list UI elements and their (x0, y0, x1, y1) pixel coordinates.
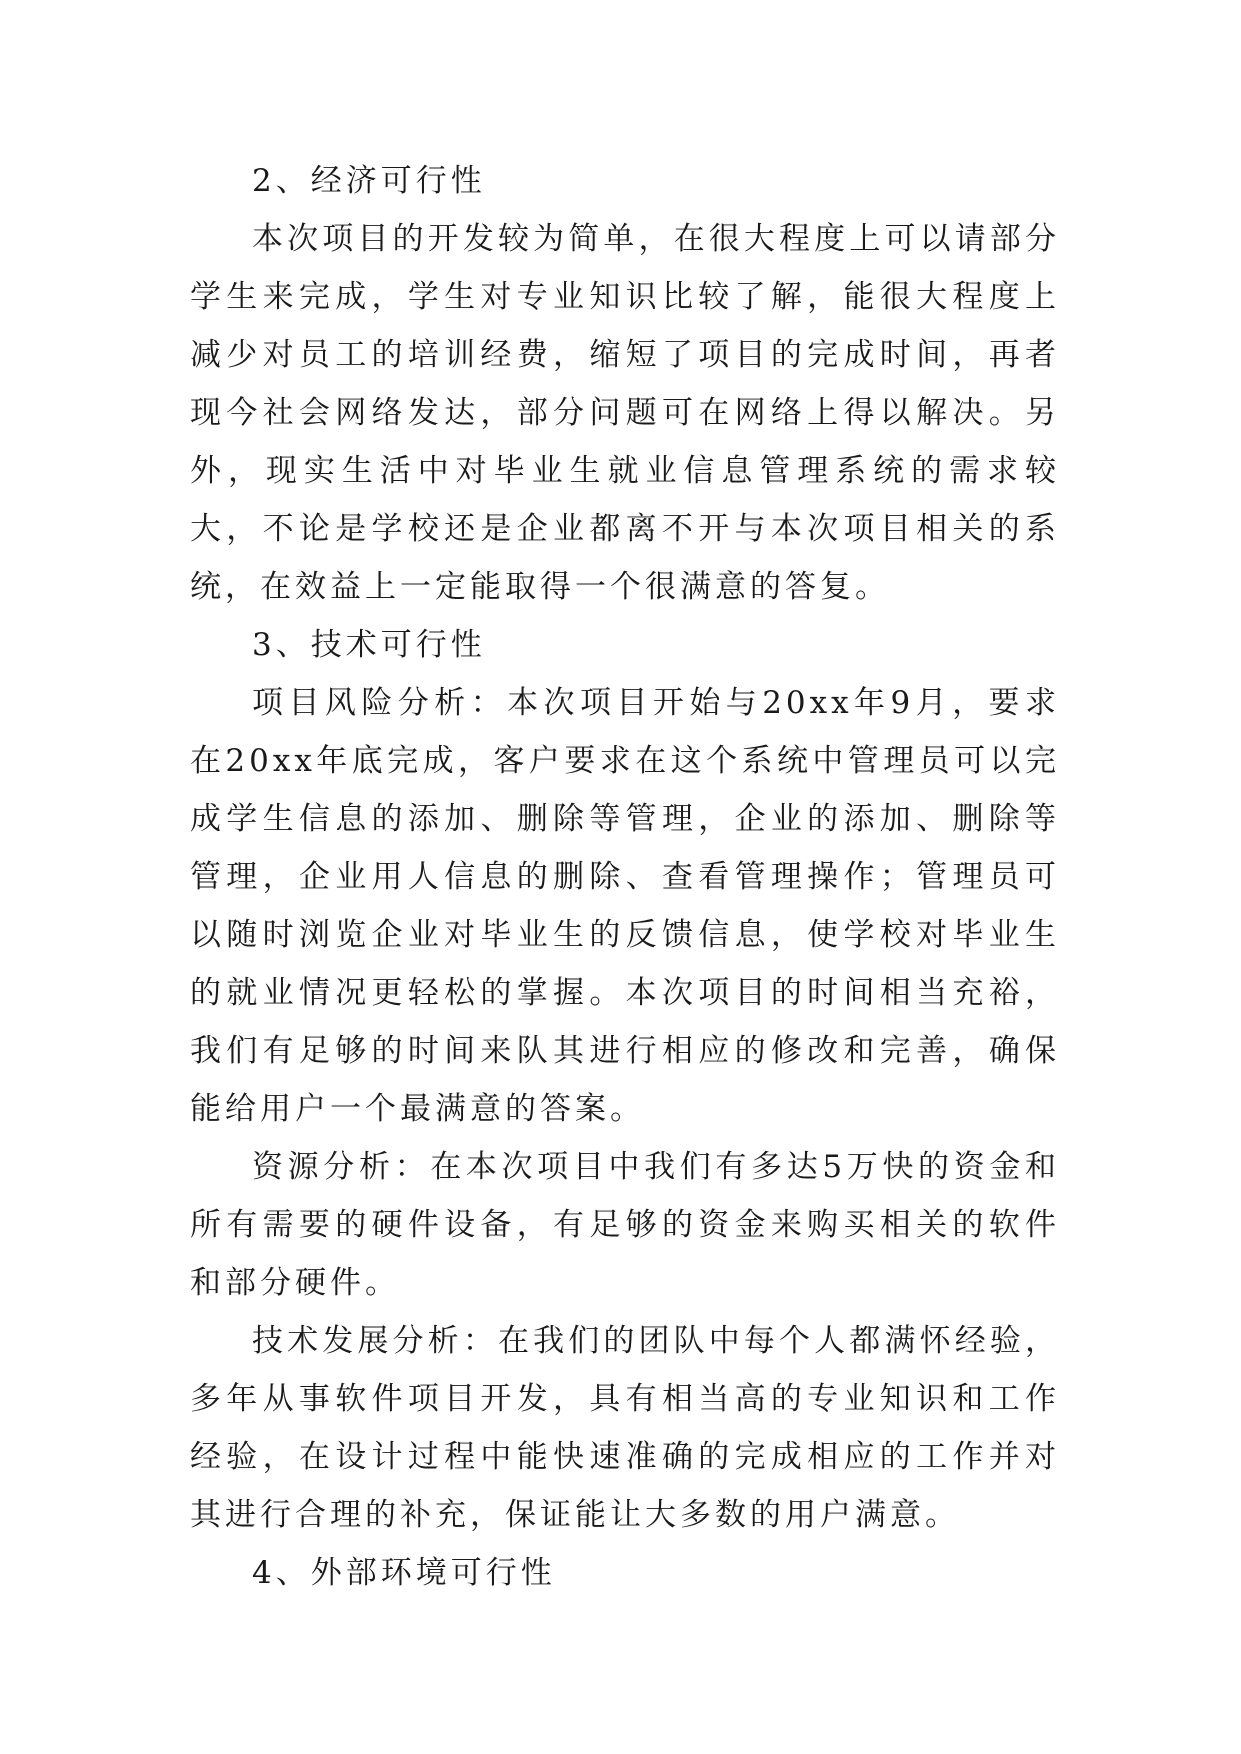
paragraph-economic: 本次项目的开发较为简单，在很大程度上可以请部分学生来完成，学生对专业知识比较了解，能很大程度上减少对员工的培训经费，缩短了项目的完成时间，再者现今社会网络发达，部分问题可在网络上得以解决。另外，现实生活中对毕业生就业信息管理系统的需求较大，不论是学校还是企业都离不开与本次项目相关的系统，在效益上一定能取得一个很满意的答复。 (190, 221, 1060, 605)
paragraph-risk-analysis: 项目风险分析：本次项目开始与20xx年9月，要求在20xx年底完成，客户要求在这个系统中管理员可以完成学生信息的添加、删除等管理，企业的添加、删除等管理，企业用人信息的删除、查看管理操作；管理员可以随时浏览企业对毕业生的反馈信息，使学校对毕业生的就业情况更轻松的掌握。本次项目的时间相当充裕，我们有足够的时间来队其进行相应的修改和完善，确保能给用户一个最满意的答案。 (190, 685, 1060, 1127)
paragraph-tech-development: 技术发展分析：在我们的团队中每个人都满怀经验，多年从事软件项目开发，具有相当高的专业知识和工作经验，在设计过程中能快速准确的完成相应的工作并对其进行合理的补充，保证能让大多数的用户满意。 (190, 1323, 1060, 1533)
section-heading-external: 4、外部环境可行性 (252, 1555, 556, 1591)
document-body (190, 152, 1060, 1602)
paragraph-resource-analysis: 资源分析：在本次项目中我们有多达5万快的资金和所有需要的硬件设备，有足够的资金来购买相关的软件和部分硬件。 (190, 1149, 1060, 1301)
section-heading-technical: 3、技术可行性 (252, 627, 486, 663)
section-heading-economic: 2、经济可行性 (252, 163, 486, 199)
